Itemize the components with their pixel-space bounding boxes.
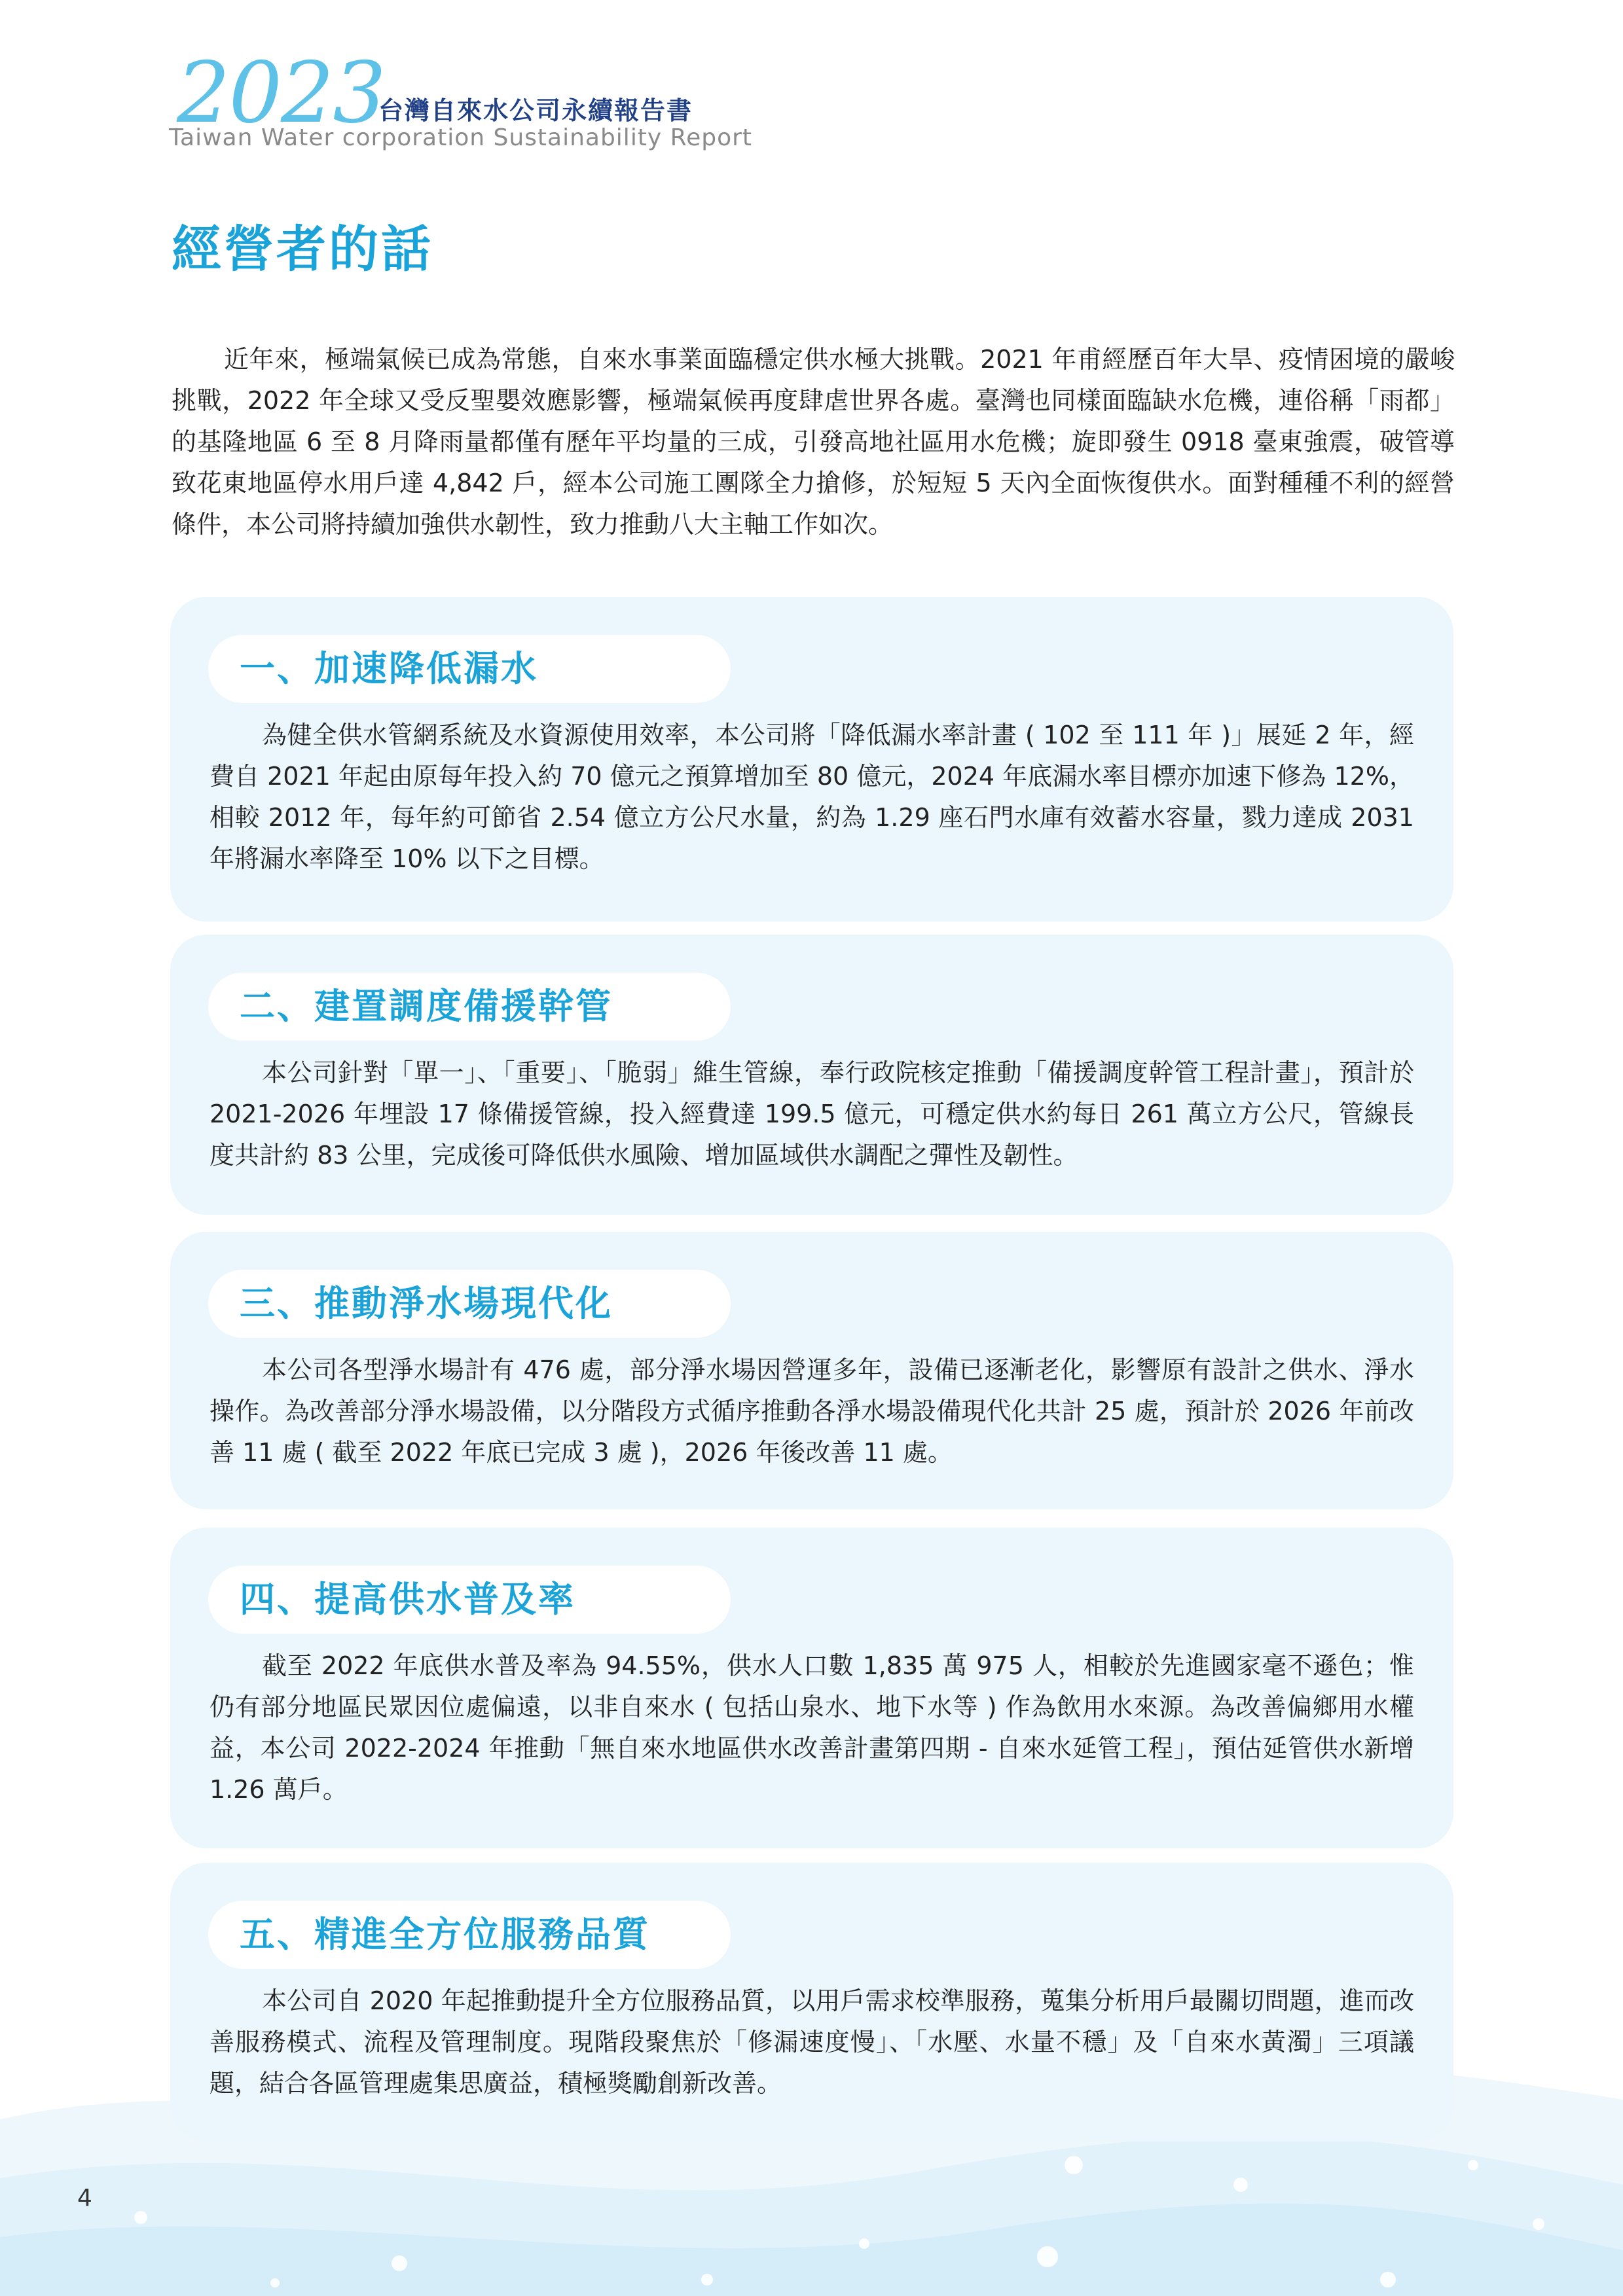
section-heading-pill — [208, 1901, 731, 1969]
report-header — [169, 45, 758, 162]
section-title: 二、建置調度備援幹管 — [240, 986, 613, 1027]
section-heading-pill — [208, 973, 731, 1041]
page-title: 經營者的話 — [172, 220, 433, 278]
report-year: 2023 — [177, 45, 385, 142]
section-heading-pill — [208, 635, 731, 703]
section-body: 本公司針對「單一」、「重要」、「脆弱」維生管線，奉行政院核定推動「備援調度幹管工程計畫」，預計於 2021-2026 年埋設 17 條備援管線，投入經費達 199.5 億元，可穩定供水約每日 261 萬立方公尺，管線長度共計約 83 公里，完成後可降低供水風險、增加區域供水調配之彈性及韌性。 — [210, 1058, 1414, 1170]
report-title-zh: 台灣自來水公司永續報告書 — [378, 96, 693, 125]
section-body: 為健全供水管網系統及水資源使用效率，本公司將「降低漏水率計畫 ( 102 至 111 年 )」展延 2 年，經費自 2021 年起由原每年投入約 70 億元之預算增加至 80 億元，2024 年底漏水率目標亦加速下修為 12%，相較 2012 年，每年約可節省 2.54 億立方公尺水量，約為 1.29 座石門水庫有效蓄水容量，戮力達成 2031 年將漏水率降至 10% 以下之目標。 — [210, 721, 1414, 873]
section-title: 三、推動淨水場現代化 — [240, 1283, 613, 1324]
section-card-service-quality — [170, 1863, 1453, 2142]
section-heading-pill — [208, 1270, 731, 1338]
section-heading-pill — [208, 1566, 731, 1634]
section-body: 本公司自 2020 年起推動提升全方位服務品質，以用戶需求校準服務，蒐集分析用戶最關切問題，進而改善服務模式、流程及管理制度。現階段聚焦於「修漏速度慢」、「水壓、水量不穩」及「自來水黃濁」三項議題，結合各區管理處集思廣益，積極獎勵創新改善。 — [210, 1986, 1414, 2098]
section-card-backup-mains — [170, 935, 1453, 1215]
page-number: 4 — [77, 2185, 92, 2212]
section-body: 本公司各型淨水場計有 476 處，部分淨水場因營運多年，設備已逐漸老化，影響原有設計之供水、淨水操作。為改善部分淨水場設備，以分階段方式循序推動各淨水場設備現代化共計 25 處，預計於 2026 年前改善 11 處 ( 截至 2022 年底已完成 3 處 )，2026 年後改善 11 處。 — [210, 1355, 1414, 1467]
section-card-leakage — [170, 597, 1453, 922]
section-title: 一、加速降低漏水 — [240, 648, 538, 689]
section-body: 截至 2022 年底供水普及率為 94.55%，供水人口數 1,835 萬 975 人，相較於先進國家毫不遜色；惟仍有部分地區民眾因位處偏遠，以非自來水 ( 包括山泉水、地下水等 ) 作為飲用水來源。為改善偏鄉用水權益，本公司 2022-2024 年推動「無自來水地區供水改善計畫第四期 - 自來水延管工程」，預估延管供水新增 1.26 萬戶。 — [210, 1651, 1414, 1804]
section-card-supply-coverage — [170, 1528, 1453, 1848]
section-title: 五、精進全方位服務品質 — [240, 1914, 650, 1955]
section-card-plant-modernization — [170, 1232, 1453, 1509]
intro-paragraph: 近年來，極端氣候已成為常態，自來水事業面臨穩定供水極大挑戰。2021 年甫經歷百年大旱、疫情困境的嚴峻挑戰，2022 年全球又受反聖嬰效應影響，極端氣候再度肆虐世界各處。臺灣也同樣面臨缺水危機，連俗稱「雨都」的基隆地區 6 至 8 月降雨量都僅有歷年平均量的三成，引發高地社區用水危機；旋即發生 0918 臺東強震，破管導致花東地區停水用戶達 4,842 戶，經本公司施工團隊全力搶修，於短短 5 天內全面恢復供水。面對種種不利的經營條件，本公司將持續加強供水韌性，致力推動八大主軸工作如次。 — [172, 345, 1455, 539]
section-title: 四、提高供水普及率 — [240, 1579, 575, 1620]
report-title-en: Taiwan Water corporation Sustainability Report — [169, 124, 753, 151]
